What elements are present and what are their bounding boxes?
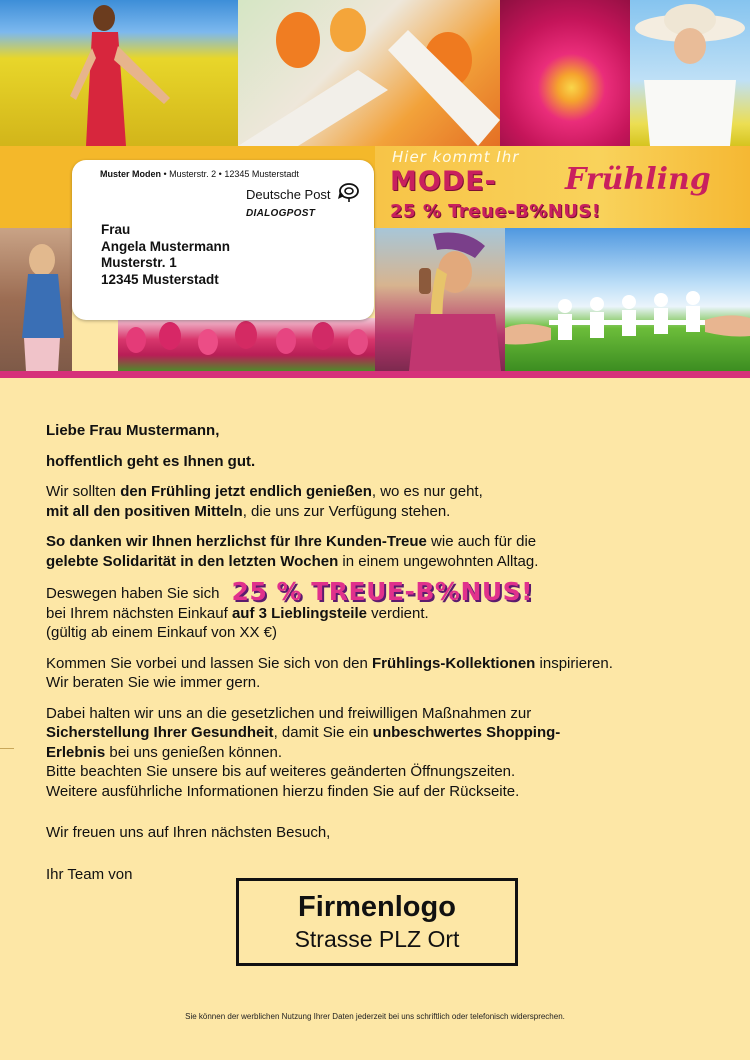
sender-address: • Musterstr. 2 • 12345 Musterstadt [161, 169, 299, 179]
p1-d: mit all den positiven Mitteln [46, 502, 243, 520]
signoff: Ihr Team von [46, 865, 133, 883]
paragraph-bonus [46, 577, 726, 643]
p3-e: (gültig ab einem Einkauf von XX €) [46, 624, 277, 641]
photo-paper-chain [505, 228, 750, 371]
tulips-row-figure [118, 318, 375, 371]
recipient-name: Angela Mustermann [101, 238, 231, 254]
recipient-address [101, 222, 230, 288]
line-hope-text: hoffentlich geht es Ihnen gut. [46, 452, 256, 470]
greeting [46, 421, 726, 441]
p5-f: bei uns genießen können. [105, 743, 282, 761]
logo-title: Firmenlogo [298, 891, 456, 923]
headline-intro: Hier kommt Ihr [392, 148, 520, 166]
p3-c: auf 3 Lieblingsteile [231, 604, 367, 622]
tulip-hands-figure [238, 0, 500, 146]
paragraph-kollektion [46, 654, 726, 693]
post-horn-icon [338, 182, 360, 207]
recipient-salutation: Frau [101, 222, 131, 237]
p3-a: Deswegen haben Sie sich [46, 585, 220, 602]
p5-d: unbeschwertes Shopping- [372, 724, 561, 741]
headline-fruehling: Frühling [565, 162, 711, 197]
hat-woman-figure [630, 0, 750, 146]
postal-brand: Deutsche Post [246, 187, 331, 202]
header-accent-line [0, 371, 750, 378]
p5-a: Dabei halten wir uns an die gesetzlichen und freiwilligen Maßnahmen zur [46, 704, 532, 722]
closing: Wir freuen uns auf Ihren nächsten Besuch, [46, 824, 331, 841]
fold-mark [0, 748, 14, 749]
p4-c: inspirieren. [535, 654, 613, 672]
greeting-text: Liebe Frau Mustermann, [46, 422, 220, 439]
p3-b: bei Ihrem nächsten Einkauf [46, 604, 232, 622]
p2-d: in einem ungewohnten Alltag. [338, 552, 539, 570]
headline-bonus: 25 % Treue-B%NUS! [390, 201, 601, 222]
p1-a: Wir sollten [46, 483, 121, 500]
p5-c: , damit Sie ein [273, 724, 373, 741]
company-logo-box [236, 878, 518, 966]
p4-b: Frühlings-Kollektionen [372, 654, 536, 672]
photo-dahlia [500, 0, 630, 146]
p5-b: Sicherstellung Ihrer Gesundheit [46, 724, 274, 741]
p1-e: , die uns zur Verfügung stehen. [242, 502, 451, 520]
recipient-city: 12345 Musterstadt [101, 271, 219, 287]
photo-field-woman [0, 0, 238, 146]
privacy-note: Sie können der werblichen Nutzung Ihrer Daten jederzeit bei uns schriftlich oder telefonisch widersprechen. [185, 1012, 565, 1021]
recipient-street: Musterstr. 1 [101, 255, 177, 270]
p2-a: So danken wir Ihnen herzlichst für Ihre Kunden-Treue [46, 533, 427, 550]
paragraph-dank [46, 532, 726, 571]
city-woman-figure [0, 228, 72, 371]
line-hope [46, 452, 726, 472]
paper-chain-figure [505, 228, 750, 371]
postage-mark [246, 182, 360, 219]
sender-line [100, 169, 299, 179]
photo-tulips-row [118, 318, 375, 371]
p4-d: Wir beraten Sie wie immer gern. [46, 674, 261, 691]
sender-company: Muster Moden [100, 169, 162, 179]
p4-a: Kommen Sie vorbei und lassen Sie sich von den [46, 654, 373, 672]
paragraph-fruehling [46, 482, 726, 521]
logo-address: Strasse PLZ Ort [294, 926, 460, 952]
photo-hat-woman [630, 0, 750, 146]
field-woman-figure [0, 0, 238, 146]
paragraph-gesundheit [46, 704, 726, 802]
bonus-highlight: 25 % TREUE-B%NUS! [231, 577, 534, 606]
photo-city-woman [0, 228, 72, 371]
p2-c: gelebte Solidarität in den letzten Wochen [46, 552, 339, 570]
p1-b: den Frühling jetzt endlich genießen [120, 483, 372, 500]
p5-h: Weitere ausführliche Informationen hierzu finden Sie auf der Rückseite. [46, 782, 520, 800]
headline [390, 148, 750, 228]
header-collage [0, 0, 750, 378]
postal-service: DIALOGPOST [246, 208, 316, 219]
p1-c: , wo es nur geht, [371, 483, 483, 500]
address-window [72, 160, 374, 320]
headline-mode: MODE- [390, 166, 497, 197]
photo-tulip-hands [238, 0, 500, 146]
letter-body [46, 421, 726, 884]
p3-d: verdient. [366, 604, 429, 622]
p2-b: wie auch für die [426, 533, 537, 550]
p5-e: Erlebnis [46, 743, 106, 761]
smiling-woman-figure [375, 228, 505, 371]
photo-smiling-woman [375, 228, 505, 371]
p5-g: Bitte beachten Sie unsere bis auf weiteres geänderten Öffnungszeiten. [46, 763, 516, 780]
